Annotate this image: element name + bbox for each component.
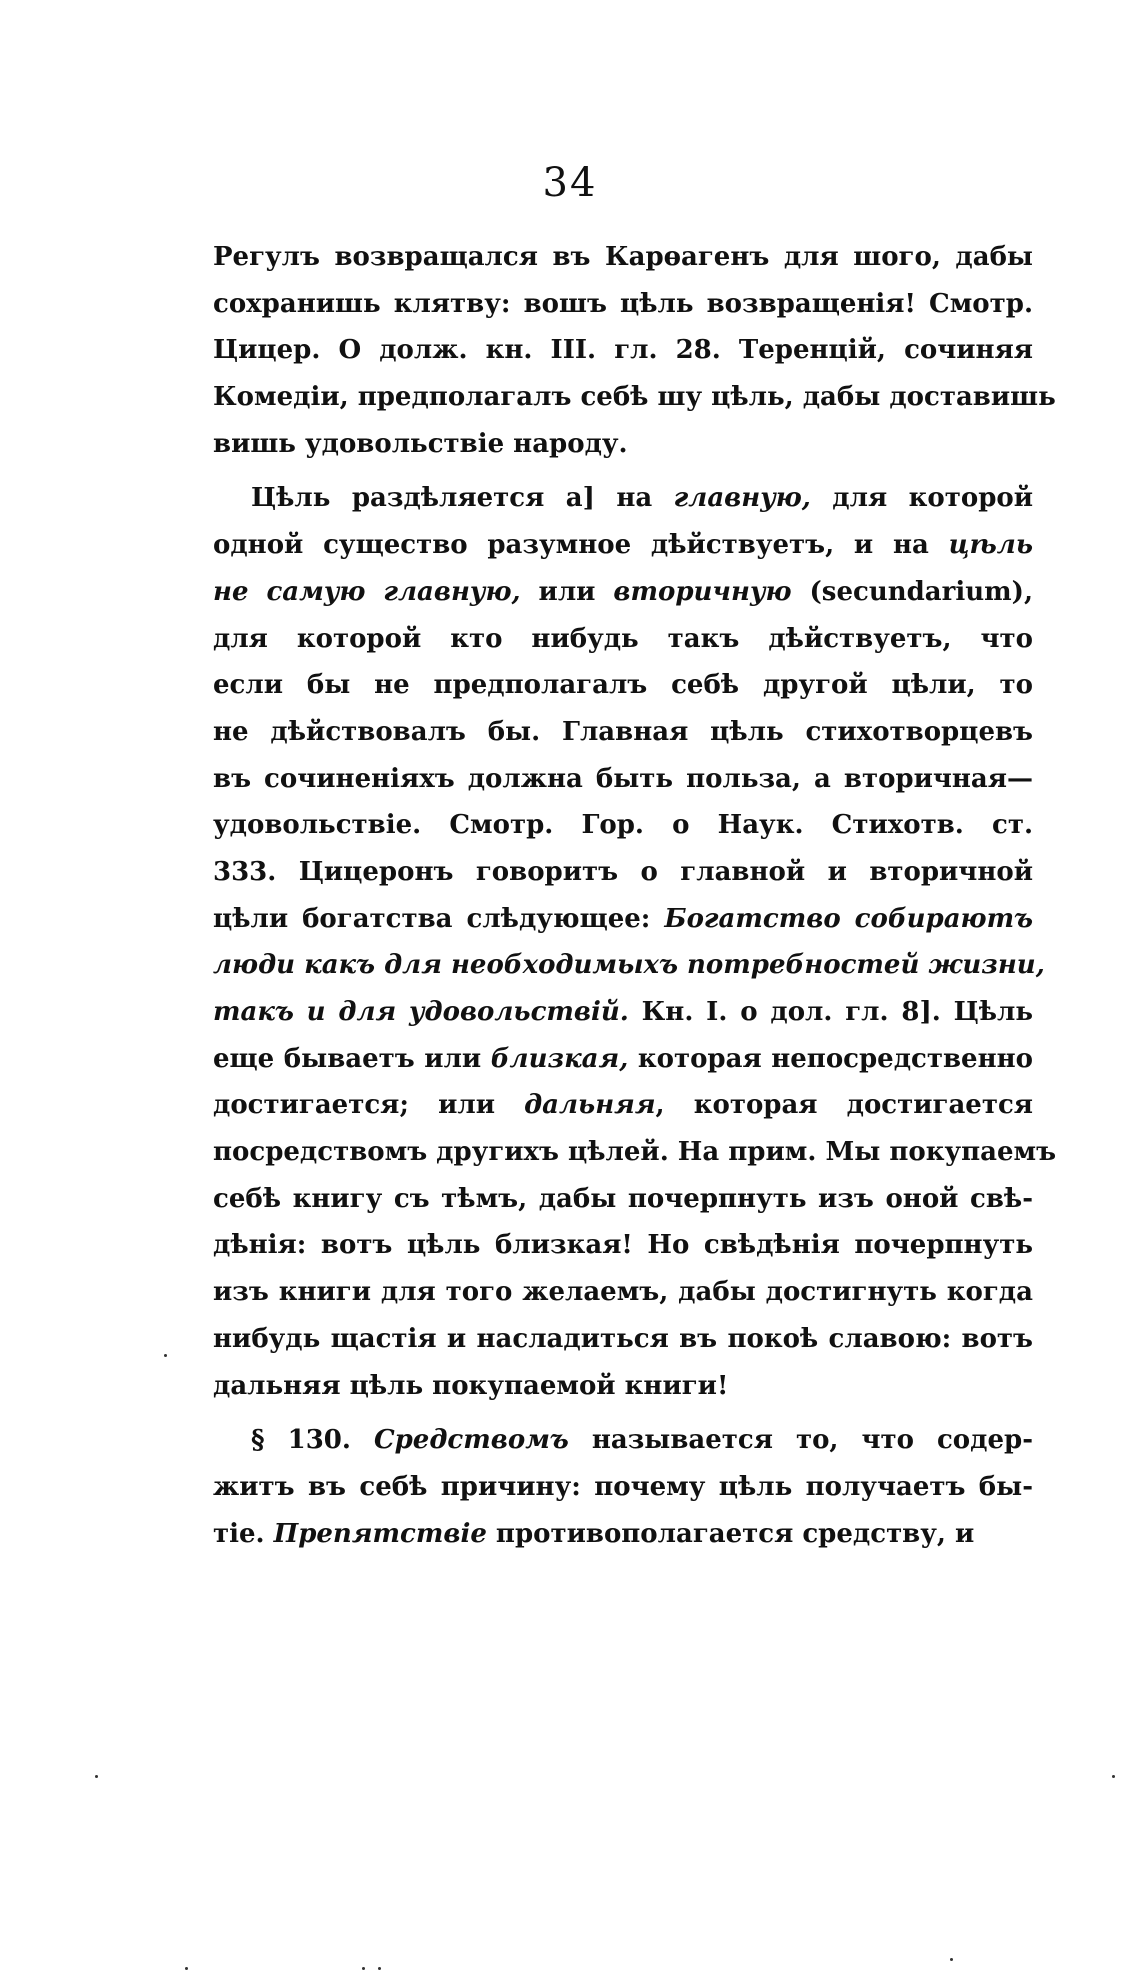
text-run: нибудь щастія и насладиться въ покоѣ славою: вотъ [213,1323,1033,1354]
page-number: 34 [542,160,598,206]
text-run: или [520,576,614,607]
italic-phrase: Богатство собираютъ [664,903,1033,934]
body-text [213,234,1057,1557]
italic-phrase: люди какъ для необходимыхъ потребностей жизни, [213,950,1045,981]
text-run: (secundarium), [791,576,1033,607]
text-run: Цицер. О долж. кн. III. гл. 28. Теренцій, сочиняя [213,335,1033,366]
text-line [213,709,1033,756]
text-run: противополагается средству, и [486,1518,975,1549]
text-line [213,234,1033,281]
text-run: для которой [810,483,1033,514]
text-run: вишь удовольствіе народу. [213,428,628,459]
paragraph [213,1417,1033,1557]
print-speck [95,1775,98,1778]
text-run: 333. Цицеронъ говоритъ о главной и вторичной [213,856,1033,887]
text-run: достигается; или [213,1090,525,1121]
text-line [213,569,1033,616]
text-line [213,1511,1033,1558]
text-run: для которой кто нибудь такъ дѣйствуетъ, что [213,623,1033,654]
text-line [213,1176,1033,1223]
text-line [213,849,1033,896]
print-speck [950,1958,953,1961]
italic-phrase: Препятствіе [273,1518,487,1549]
text-run: Кн. I. о дол. гл. 8]. Цѣль [628,997,1033,1027]
italic-phrase: дальняя [524,1090,656,1121]
text-run: называется то, что содер- [568,1425,1033,1456]
text-line [213,475,1033,522]
text-run: цѣли богатства слѣдующее: [213,903,665,934]
text-run: Регулъ возвращался въ Карөагенъ для шого, дабы [213,242,1033,272]
text-line [213,1222,1033,1269]
italic-phrase: близкая, [490,1043,629,1074]
text-line [213,1082,1033,1129]
print-speck [1112,1775,1115,1778]
text-line [213,522,1033,569]
text-line [213,896,1033,943]
text-line [213,802,1033,849]
text-run: сохранишь клятву: вошъ цѣль возвращенія! Смотр. [213,288,1033,319]
text-run: тіе. [213,1518,274,1549]
text-run: удовольствіе. Смотр. Гор. о Наук. Стихотв. ст. [213,810,1033,841]
text-run: посредствомъ другихъ цѣлей. На прим. Мы покупаемъ [213,1137,1057,1168]
text-run: если бы не предполагалъ себѣ другой цѣли, то [213,670,1033,701]
text-line [213,989,1033,1036]
italic-phrase: главную, [673,483,811,514]
text-run: одной существо разумное дѣйствуетъ, и на [213,530,949,561]
text-run: изъ книги для того желаемъ, дабы достигнуть когда [213,1277,1033,1308]
print-speck [185,1967,188,1970]
italic-phrase: такъ и для удовольствій. [213,997,629,1027]
text-run: не дѣйствовалъ бы. Главная цѣль стихотворцевъ [213,716,1033,747]
text-run: , которая достигается [655,1090,1033,1121]
italic-phrase: Средствомъ [373,1425,569,1456]
text-line [213,1269,1033,1316]
text-run: § 130. [251,1425,374,1456]
text-run: которая непосредственно [628,1043,1034,1074]
text-line [213,756,1033,803]
text-line [213,1316,1033,1363]
text-run: дальняя цѣль покупаемой книги! [213,1370,729,1401]
italic-phrase: цѣль [948,530,1033,561]
text-run: еще бываетъ или [213,1043,491,1074]
text-line [213,1129,1057,1176]
text-run: житъ въ себѣ причину: почему цѣль получаетъ бы- [213,1471,1033,1502]
text-line [213,327,1033,374]
italic-phrase: не самую главную, [213,576,521,607]
text-line [213,1363,1033,1410]
italic-phrase: вторичную [613,576,792,607]
text-run: въ сочиненіяхъ должна быть польза, а вторичная— [213,763,1033,794]
text-run: дѣнія: вотъ цѣль близкая! Но свѣдѣнія почерпнуть [213,1230,1033,1261]
paragraph [213,234,1056,467]
text-line [213,1417,1033,1464]
text-line [213,942,1045,989]
text-line [213,662,1033,709]
print-speck [378,1967,381,1970]
print-speck [164,1354,167,1357]
text-line [213,616,1033,663]
text-run: Комедіи, предполагалъ себѣ шу цѣль, дабы доставишь [213,382,1056,413]
text-line [213,421,1033,468]
text-run: Цѣль раздѣляется а] на [251,483,674,514]
print-speck [362,1967,365,1970]
paragraph [213,475,1057,1409]
text-line [213,1036,1033,1083]
text-run: себѣ книгу съ тѣмъ, дабы почерпнуть изъ оной свѣ- [213,1183,1033,1214]
text-line [213,1464,1033,1511]
text-line [213,281,1033,328]
text-line [213,374,1056,421]
